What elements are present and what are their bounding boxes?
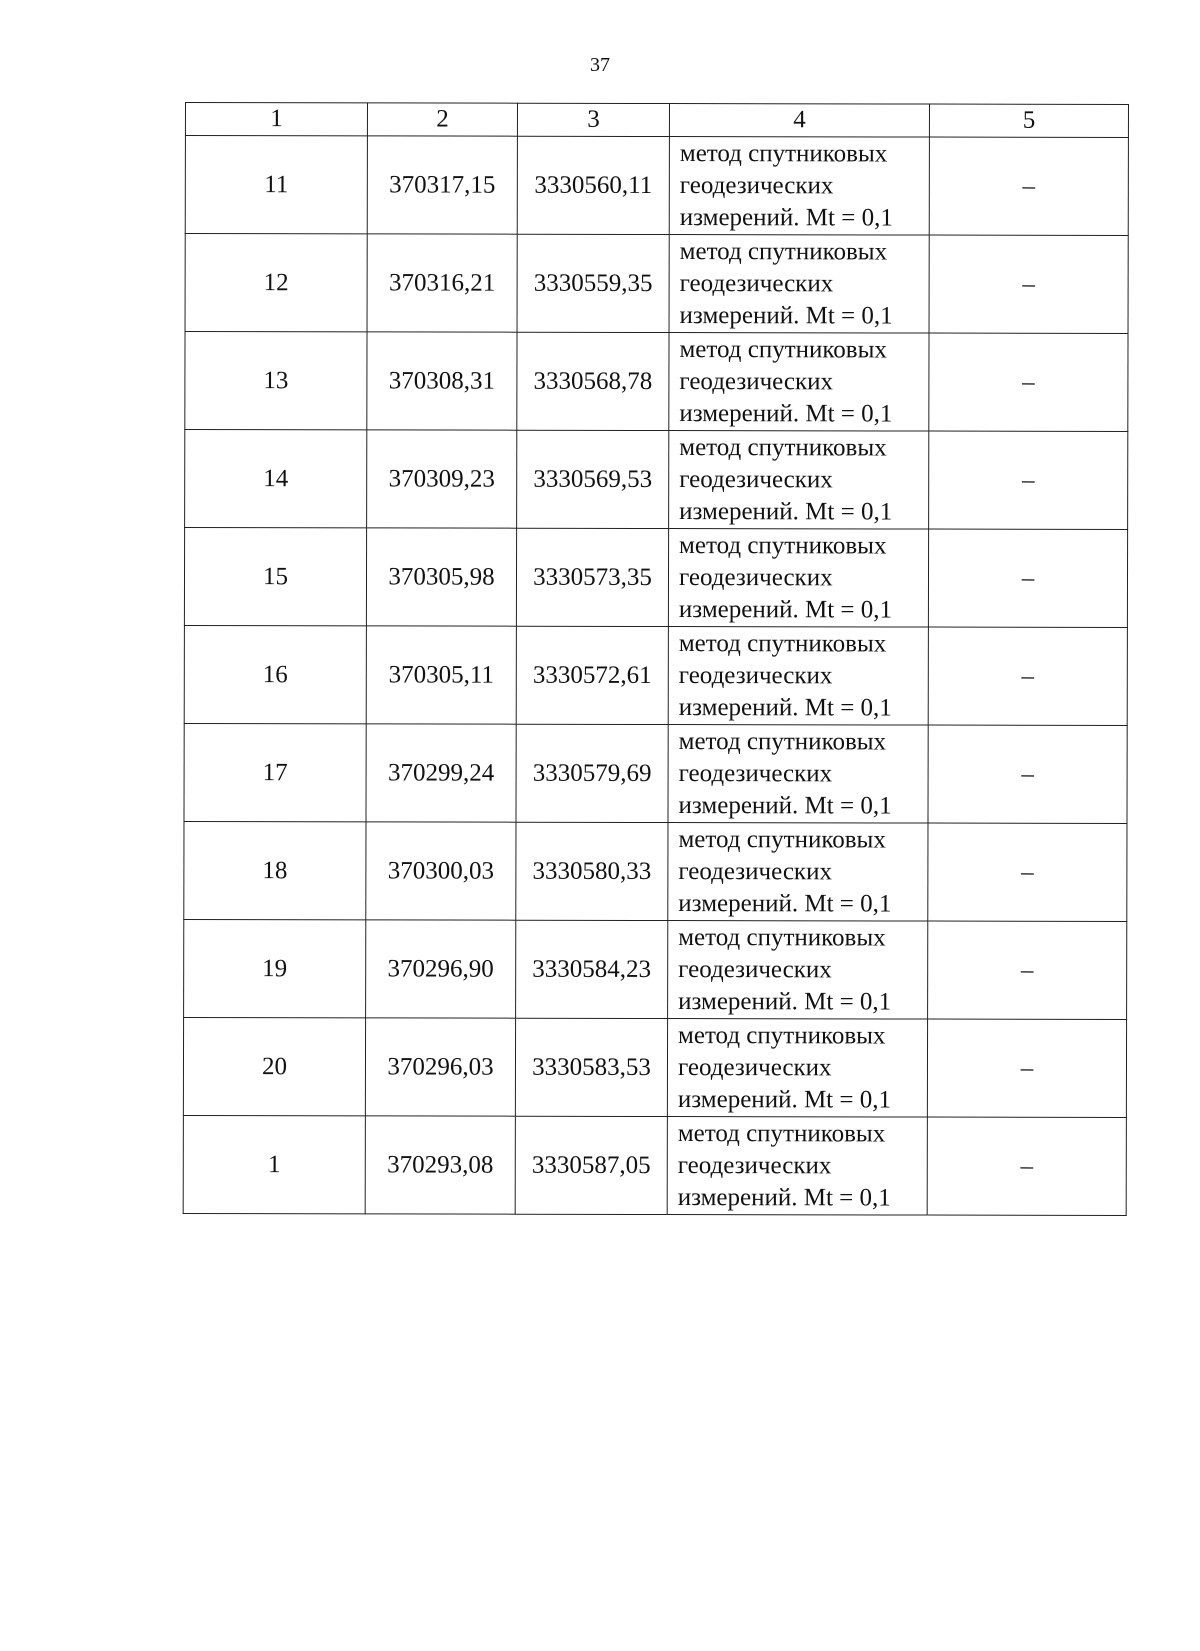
table-row <box>184 821 1127 921</box>
note-cell: – <box>928 823 1127 921</box>
method-line: измерений. Mt = 0,1 <box>678 889 892 917</box>
table-row <box>185 234 1128 334</box>
point-number-cell: 16 <box>184 625 366 723</box>
method-line: измерений. Mt = 0,1 <box>678 693 892 721</box>
method-line: измерений. Mt = 0,1 <box>678 987 892 1015</box>
method-cell <box>668 823 928 922</box>
method-line: метод спутниковых <box>678 923 886 951</box>
y-coordinate-cell: 3330580,33 <box>516 822 668 920</box>
x-coordinate-cell: 370293,08 <box>365 1116 515 1214</box>
column-header: 4 <box>669 104 929 138</box>
y-coordinate-cell: 3330559,35 <box>517 234 669 332</box>
point-number-cell: 15 <box>184 528 366 626</box>
table-row <box>183 1017 1126 1117</box>
method-line: геодезических <box>679 367 834 395</box>
method-line: измерений. Mt = 0,1 <box>679 497 893 525</box>
point-number-cell: 17 <box>184 723 366 821</box>
y-coordinate-cell: 3330568,78 <box>517 332 669 430</box>
point-number-cell: 20 <box>183 1017 365 1115</box>
method-cell <box>669 333 929 432</box>
point-number-cell: 12 <box>185 234 367 332</box>
note-cell: – <box>929 431 1128 529</box>
method-line: метод спутниковых <box>679 433 887 461</box>
method-line: геодезических <box>679 171 834 199</box>
method-line: измерений. Mt = 0,1 <box>679 203 893 231</box>
method-line: геодезических <box>678 661 833 689</box>
method-cell <box>669 431 929 530</box>
method-line: метод спутниковых <box>679 139 888 167</box>
note-cell: – <box>927 1019 1126 1117</box>
point-number-cell: 18 <box>184 821 366 919</box>
method-line: измерений. Mt = 0,1 <box>677 1183 891 1211</box>
note-cell: – <box>928 725 1127 823</box>
y-coordinate-cell: 3330579,69 <box>516 724 668 822</box>
x-coordinate-cell: 370308,31 <box>367 332 517 430</box>
x-coordinate-cell: 370300,03 <box>366 822 516 920</box>
table-row <box>185 332 1128 432</box>
method-line: геодезических <box>678 563 833 591</box>
method-line: геодезических <box>679 269 834 297</box>
method-line: измерений. Mt = 0,1 <box>678 595 893 623</box>
table-row <box>184 919 1127 1019</box>
x-coordinate-cell: 370296,03 <box>365 1018 515 1116</box>
x-coordinate-cell: 370305,98 <box>366 528 516 626</box>
method-line: метод спутниковых <box>679 237 888 265</box>
method-cell <box>669 235 929 334</box>
page-number: 37 <box>590 54 610 76</box>
point-number-cell: 13 <box>185 332 367 430</box>
method-line: измерений. Mt = 0,1 <box>679 301 893 329</box>
y-coordinate-cell: 3330573,35 <box>516 528 668 626</box>
note-cell: – <box>927 1117 1126 1215</box>
y-coordinate-cell: 3330584,23 <box>516 920 668 1018</box>
method-line: метод спутниковых <box>679 335 887 363</box>
column-header: 1 <box>185 103 367 136</box>
header-row <box>185 103 1128 138</box>
method-line: измерений. Mt = 0,1 <box>677 1085 892 1113</box>
method-line: измерений. Mt = 0,1 <box>679 399 893 427</box>
table-header <box>185 103 1128 138</box>
method-line: геодезических <box>678 955 832 983</box>
table-row <box>185 136 1128 236</box>
point-number-cell: 19 <box>184 919 366 1017</box>
y-coordinate-cell: 3330569,53 <box>517 430 669 528</box>
method-line: геодезических <box>677 1151 832 1179</box>
column-header: 5 <box>929 104 1128 137</box>
method-line: метод спутниковых <box>677 1119 886 1147</box>
table-row <box>185 430 1128 530</box>
method-cell <box>667 1019 927 1118</box>
method-cell <box>667 1117 927 1216</box>
method-line: метод спутниковых <box>678 1021 886 1049</box>
point-number-cell: 14 <box>185 430 367 528</box>
note-cell: – <box>928 921 1127 1019</box>
coordinates-table <box>183 102 1129 1216</box>
note-cell: – <box>929 137 1128 235</box>
method-cell <box>668 725 928 824</box>
column-header: 2 <box>367 103 517 136</box>
method-line: метод спутниковых <box>679 531 887 559</box>
y-coordinate-cell: 3330560,11 <box>517 136 669 234</box>
method-cell <box>668 627 928 726</box>
method-line: метод спутниковых <box>678 629 887 657</box>
x-coordinate-cell: 370316,21 <box>367 234 517 332</box>
method-cell <box>668 921 928 1020</box>
x-coordinate-cell: 370309,23 <box>367 430 517 528</box>
table-row <box>184 625 1127 725</box>
method-line: измерений. Mt = 0,1 <box>678 791 892 819</box>
method-line: метод спутниковых <box>678 727 887 755</box>
table-row <box>184 723 1127 823</box>
point-number-cell: 1 <box>183 1115 365 1213</box>
method-line: метод спутниковых <box>678 825 886 853</box>
column-header: 3 <box>517 103 669 136</box>
note-cell: – <box>929 235 1128 333</box>
x-coordinate-cell: 370317,15 <box>367 136 517 234</box>
x-coordinate-cell: 370296,90 <box>366 920 516 1018</box>
table-row <box>183 1115 1126 1215</box>
y-coordinate-cell: 3330572,61 <box>516 626 668 724</box>
y-coordinate-cell: 3330583,53 <box>515 1018 667 1116</box>
method-line: геодезических <box>678 759 833 787</box>
table-body <box>183 136 1128 1216</box>
method-line: геодезических <box>679 465 833 493</box>
y-coordinate-cell: 3330587,05 <box>515 1116 667 1214</box>
note-cell: – <box>928 627 1127 725</box>
note-cell: – <box>928 529 1127 627</box>
method-line: геодезических <box>677 1053 832 1081</box>
method-cell <box>669 137 929 236</box>
method-line: геодезических <box>678 857 833 885</box>
x-coordinate-cell: 370305,11 <box>366 626 516 724</box>
point-number-cell: 11 <box>185 136 367 234</box>
note-cell: – <box>929 333 1128 431</box>
method-cell <box>668 529 928 628</box>
table-row <box>184 528 1127 628</box>
x-coordinate-cell: 370299,24 <box>366 724 516 822</box>
